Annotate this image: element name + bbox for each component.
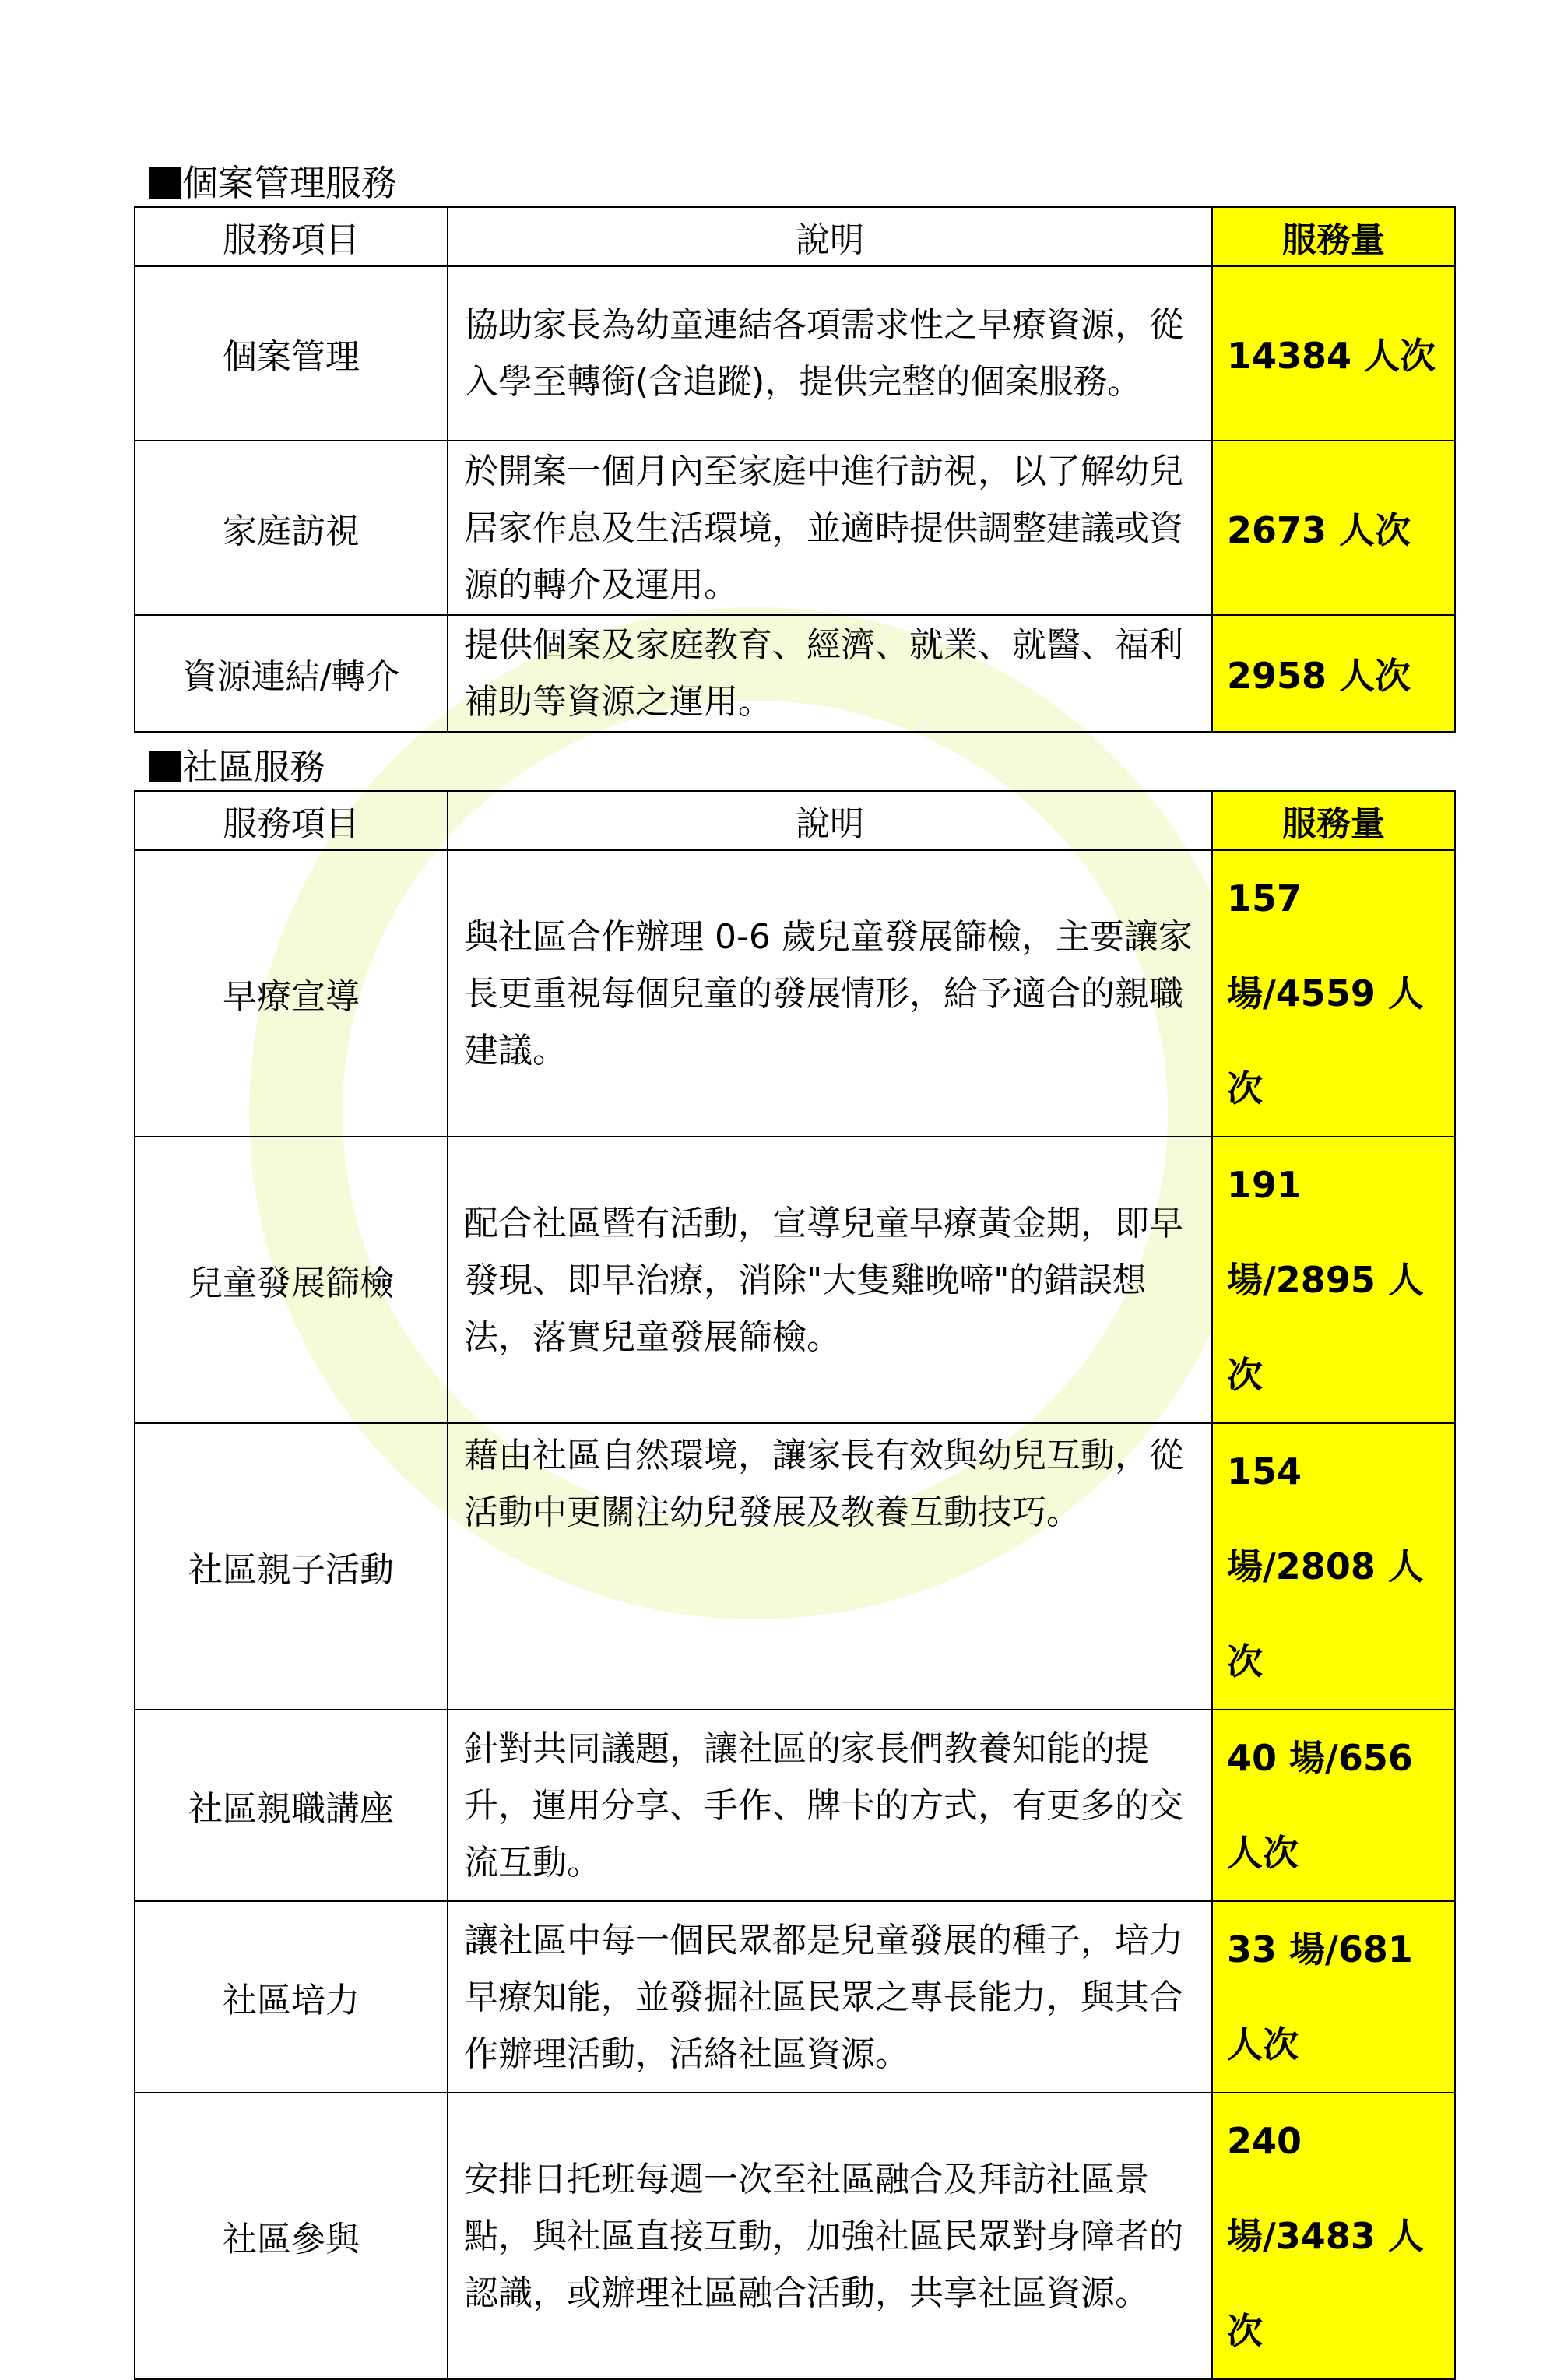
section-heading-case-management: 個案管理服務 [149, 160, 397, 206]
service-volume: 40 場/656 人次 [1212, 1710, 1455, 1901]
service-description: 藉由社區自然環境，讓家長有效與幼兒互動，從活動中更關注幼兒發展及教養互動技巧。 [448, 1423, 1212, 1710]
header-service-item: 服務項目 [135, 207, 448, 266]
table-row [135, 266, 1455, 441]
section-heading-community-service: 社區服務 [149, 744, 325, 790]
service-volume: 154 場/2808 人次 [1212, 1423, 1455, 1710]
square-bullet-icon [149, 167, 181, 199]
service-item: 家庭訪視 [135, 441, 448, 615]
service-item: 個案管理 [135, 266, 448, 441]
header-service-volume: 服務量 [1212, 207, 1455, 266]
service-volume: 157 場/4559 人次 [1212, 850, 1455, 1137]
service-item: 資源連結/轉介 [135, 615, 448, 732]
service-description: 於開案一個月內至家庭中進行訪視，以了解幼兒居家作息及生活環境，並適時提供調整建議或資源的轉介及運用。 [448, 441, 1212, 615]
service-volume: 2958 人次 [1212, 615, 1455, 732]
service-item: 兒童發展篩檢 [135, 1137, 448, 1423]
table-row [135, 1901, 1455, 2093]
case-management-table [134, 206, 1456, 733]
service-item: 社區參與 [135, 2093, 448, 2379]
table-header-row [135, 207, 1455, 266]
table-row [135, 1710, 1455, 1901]
service-volume: 2673 人次 [1212, 441, 1455, 615]
table-row [135, 1137, 1455, 1423]
table-row [135, 2093, 1455, 2379]
service-description: 讓社區中每一個民眾都是兒童發展的種子，培力早療知能，並發掘社區民眾之專長能力，與其合作辦理活動，活絡社區資源。 [448, 1901, 1212, 2093]
service-description: 針對共同議題，讓社區的家長們教養知能的提升，運用分享、手作、牌卡的方式，有更多的交流互動。 [448, 1710, 1212, 1901]
square-bullet-icon [149, 751, 181, 782]
table-row [135, 850, 1455, 1137]
header-description: 說明 [448, 207, 1212, 266]
service-item: 社區親職講座 [135, 1710, 448, 1901]
service-item: 社區親子活動 [135, 1423, 448, 1710]
service-description: 安排日托班每週一次至社區融合及拜訪社區景點，與社區直接互動，加強社區民眾對身障者的認識，或辦理社區融合活動，共享社區資源。 [448, 2093, 1212, 2379]
service-item: 早療宣導 [135, 850, 448, 1137]
service-item: 社區培力 [135, 1901, 448, 2093]
service-description: 協助家長為幼童連結各項需求性之早療資源，從入學至轉銜(含追蹤)，提供完整的個案服務。 [448, 266, 1212, 441]
table-row [135, 441, 1455, 615]
service-description: 提供個案及家庭教育、經濟、就業、就醫、福利補助等資源之運用。 [448, 615, 1212, 732]
table-header-row [135, 791, 1455, 850]
header-service-item: 服務項目 [135, 791, 448, 850]
service-description: 與社區合作辦理 0-6 歲兒童發展篩檢，主要讓家長更重視每個兒童的發展情形，給予適合的親職建議。 [448, 850, 1212, 1137]
service-volume: 240 場/3483 人次 [1212, 2093, 1455, 2379]
table-row [135, 615, 1455, 732]
header-description: 說明 [448, 791, 1212, 850]
service-volume: 14384 人次 [1212, 266, 1455, 441]
service-volume: 191 場/2895 人次 [1212, 1137, 1455, 1423]
header-service-volume: 服務量 [1212, 791, 1455, 850]
service-description: 配合社區暨有活動，宣導兒童早療黃金期，即早發現、即早治療，消除"大隻雞晚啼"的錯誤想法，落實兒童發展篩檢。 [448, 1137, 1212, 1423]
service-volume: 33 場/681 人次 [1212, 1901, 1455, 2093]
table-row [135, 1423, 1455, 1710]
community-service-table [134, 790, 1456, 2380]
